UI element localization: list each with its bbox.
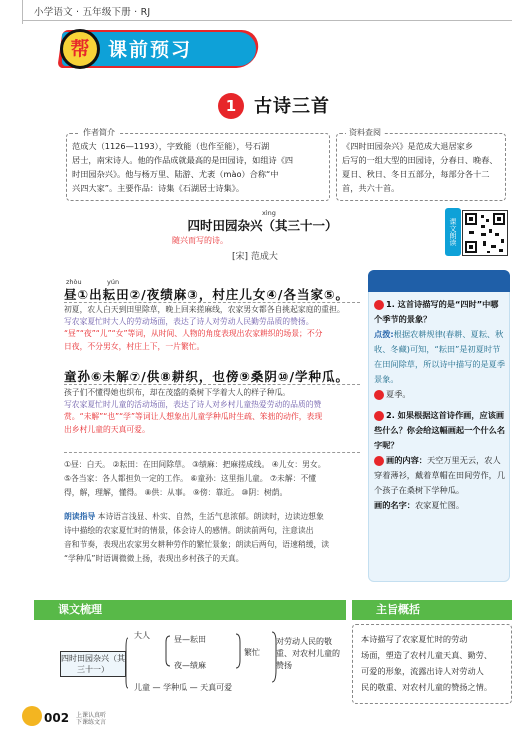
question-icon — [374, 411, 384, 421]
author-line: 时田园杂兴》。他与杨万里、陆游、尤袤（mào）合称“中 — [72, 169, 279, 179]
question-icon — [374, 300, 384, 310]
section-summary — [352, 600, 512, 620]
diagram-result: 对劳动人民的敬重、对农村儿童的赞扬 — [276, 637, 340, 670]
reading-line: 诗中描绘的农家夏忙时的情景，体会诗人的感情。朗读前两句，注意读出 — [64, 526, 314, 535]
divider — [64, 302, 360, 303]
hint-text: 根据农耕规律(春耕、夏耘、秋收、冬藏)可知，“耘田”是初夏时节在田间除草，所以诗中描写的是夏季景象。 — [374, 329, 506, 384]
lesson-title: 古诗三首 — [254, 96, 330, 117]
diagram-leaf-1: 昼—耘田 — [174, 635, 206, 644]
poem-line-2: 童孙⑥未解⑦/供⑧耕织，也傍⑨桑阴⑩/学种瓜。 — [64, 369, 350, 384]
material-line: 后写的一组大型的田园诗，分春日、晚春、 — [342, 155, 498, 165]
answer-2: 天空万里无云，农人穿着薄衫，戴着草帽在田间劳作，几个孩子在桑树下学种瓜。 — [374, 455, 506, 495]
author-box-label: 作者简介 — [80, 127, 118, 138]
question-1: 1. 这首诗描写的是“四时”中哪个季节的景象？ — [374, 299, 499, 324]
footer-motto-line: 下课练文言 — [76, 719, 107, 726]
section-summary-title: 主旨概括 — [376, 603, 420, 616]
line1-pinyin: yún — [107, 278, 120, 286]
appreciation-line: 日夜，不分男女，村庄上下，一片繁忙。 — [64, 341, 205, 351]
badge-text: 帮 — [70, 38, 90, 60]
title-pinyin: xìng — [262, 209, 276, 217]
translation-line: 孩子们不懂得她也织布，却在茂盛的桑树下学着大人的样子种瓜。 — [64, 388, 291, 397]
qa-student: 学生答 — [424, 7, 450, 17]
material-box-text — [342, 139, 504, 195]
material-line: 《四时田园杂兴》是范成大退居家乡 — [342, 141, 474, 151]
summary-line: 本诗描写了农家夏忙时的劳动 — [361, 634, 468, 644]
diagram-branch-bottom: 儿童 — 学种瓜 — 天真可爱 — [134, 683, 233, 692]
note-line: ①昼：白天。 ②耘田：在田间除草。 ③绩麻：把麻搓成线。 ④儿女：男女。 — [64, 460, 326, 469]
banner-title: 课前预习 — [108, 39, 193, 61]
badge-icon — [60, 29, 100, 69]
author-line: 居士，南宋诗人。他的作品成就最高的是田园诗，如组诗《四 — [72, 155, 294, 165]
summary-line: 场面，塑造了农村儿童天真、勤劳、 — [361, 650, 493, 660]
answer-1: 夏季。 — [386, 389, 411, 399]
diagram-root: 四时田园杂兴（其三十一） — [60, 651, 126, 677]
appreciation-line: 出乡村儿童的天真可爱。 — [64, 424, 150, 434]
header-text: 小学语文 · 五年级下册 · RJ — [34, 7, 151, 18]
qa-panel-header — [368, 270, 510, 292]
divider — [64, 384, 360, 385]
author-line: 范成大（1126—1193），字致能（也作至能），号石湖 — [72, 141, 270, 151]
translation-1 — [64, 304, 362, 353]
line1-pinyin: zhòu — [66, 278, 82, 286]
diagram-connectors — [124, 626, 280, 698]
poem-author: [宋] 范成大 — [232, 252, 278, 262]
qa-content — [374, 297, 506, 513]
material-line: 夏日、秋日、冬日五部分，每部分各十二 — [342, 169, 490, 179]
section-structure-title: 课文梳理 — [58, 603, 102, 616]
summary-line: 民的敬重、对农村儿童的赞扬之情。 — [361, 682, 493, 692]
reading-line: 本诗语言浅显、朴实、自然，生活气息浓郁。朗读时，边读边想象 — [97, 512, 324, 521]
qr-code-icon[interactable] — [462, 210, 508, 256]
summary-line: 可爱的形象，流露出诗人对劳动人 — [361, 666, 484, 676]
footer-motto — [76, 712, 106, 726]
poem-line-1: 昼①出耘田②/夜绩麻③，村庄儿女④/各当家⑤。 — [64, 287, 350, 302]
answer-2-label: 画的内容： — [386, 455, 427, 465]
lesson-number: 1 — [218, 93, 244, 119]
answer-icon — [374, 456, 384, 466]
diagram-leaf-2: 夜—绩麻 — [174, 661, 206, 670]
author-box-text — [72, 139, 328, 195]
answer-2-name-label: 画的名字： — [374, 500, 415, 510]
header-rule — [22, 20, 512, 21]
diagram-mid: 繁忙 — [244, 648, 260, 657]
note-line: ⑤各当家：各人都担负一定的工作。 ⑥童孙：这里指儿童。 ⑦未解：不懂 — [64, 474, 317, 483]
author-line: 兴四大家”。主要作品：诗集《石湖居士诗集》。 — [72, 183, 245, 193]
translation-line: 初夏，农人白天到田里除草，晚上回来搓麻线，农家男女都各自挑起家庭的重担。 — [64, 305, 345, 314]
appreciation-line: 写农家夏忙时大人的劳动场面，表达了诗人对劳动人民勤劳品质的赞扬。 — [64, 317, 314, 327]
summary-box — [352, 624, 512, 704]
divider — [64, 452, 360, 453]
page-number: 002 — [44, 711, 70, 725]
qa-teacher: 老师问 — [380, 7, 406, 17]
material-line: 首，共六十首。 — [342, 183, 400, 193]
material-box-label: 资料查阅 — [346, 127, 384, 138]
footer-motto-line: 上课认真听 — [76, 712, 107, 719]
answer-icon — [374, 390, 384, 400]
appreciation-line: 写农家夏忙时儿童的活动场面，表达了诗人对乡村儿童热爱劳动的品质的赞 — [64, 400, 322, 410]
answer-2-name: 农家夏忙图。 — [414, 500, 465, 510]
reading-line: “学种瓜”时语调微微上扬，表现出乡村孩子的天真。 — [64, 554, 244, 563]
notes — [64, 458, 364, 500]
qr-tag: 课文朗读 — [445, 208, 461, 256]
diagram-branch-top: 大人 — [134, 631, 150, 640]
section-structure — [34, 600, 346, 620]
appreciation-line: 赏。“未解”“也”“学”等词让人想象出儿童学种瓜时生疏、笨拙的动作，表现 — [64, 412, 323, 422]
appreciation-line: “昼”“夜”“儿”“女”等词，从时间、人物的角度表现出农家耕织的场景；不分 — [64, 329, 323, 339]
reading-guide — [64, 510, 364, 566]
poem-subtitle: 随兴而写的诗。 — [172, 236, 228, 245]
hint-label: 点拨: — [374, 329, 394, 339]
qa-exam: 考试考 — [468, 7, 494, 17]
flower-icon — [22, 706, 42, 726]
reading-guide-label: 朗读指导 — [64, 512, 96, 521]
reading-line: 音和节奏，表现出农家男女耕种劳作的繁忙景象；朗读后两句，语速稍缓，读 — [64, 540, 330, 549]
translation-2 — [64, 387, 362, 436]
question-2: 2. 如果根据这首诗作画，应该画些什么？你会给这幅画起一个什么名字呢？ — [374, 410, 506, 450]
poem-title: 四时田园杂兴（其三十一） — [187, 218, 338, 233]
note-line: 得，解，理解，懂得。 ⑧供：从事。 ⑨傍：靠近。 ⑩阴：树荫。 — [64, 488, 288, 497]
